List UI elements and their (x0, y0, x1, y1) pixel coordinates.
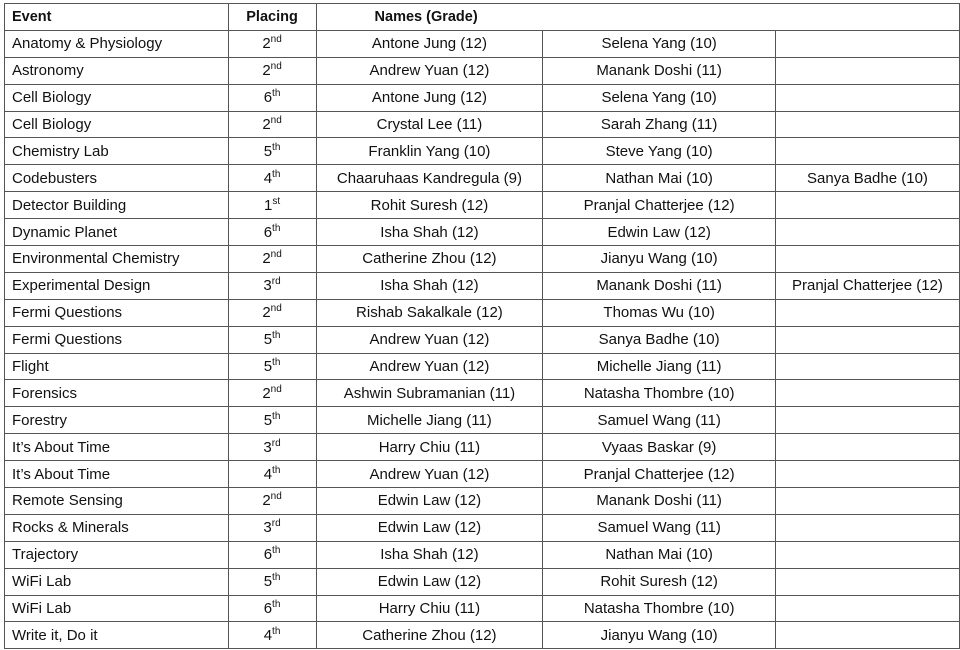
placing-cell (228, 111, 316, 138)
name-cell-1: Chaaruhaas Kandregula (9) (316, 165, 543, 192)
placing-cell (228, 353, 316, 380)
table-row (5, 272, 960, 299)
placing-suffix: th (272, 357, 281, 369)
placing-cell (228, 380, 316, 407)
name-cell-1: Michelle Jiang (11) (316, 407, 543, 434)
name-cell-3 (775, 488, 959, 515)
name-cell-1: Isha Shah (12) (316, 541, 543, 568)
placing-cell (228, 595, 316, 622)
placing-cell (228, 272, 316, 299)
placing-cell (228, 541, 316, 568)
event-cell: Flight (5, 353, 229, 380)
name-cell-2: Michelle Jiang (11) (543, 353, 776, 380)
placing-suffix: th (272, 168, 281, 180)
placing-number: 5 (263, 142, 273, 160)
name-cell-2: Thomas Wu (10) (543, 299, 776, 326)
name-cell-3 (775, 219, 959, 246)
placing-suffix: th (272, 222, 281, 234)
name-cell-3 (775, 111, 959, 138)
placing-number: 2 (262, 250, 271, 268)
placing-suffix: th (272, 464, 281, 476)
name-cell-3 (775, 326, 959, 353)
event-cell: It’s About Time (5, 434, 229, 461)
name-cell-3 (775, 138, 959, 165)
table-row (5, 138, 960, 165)
placing-number: 3 (263, 277, 272, 295)
name-cell-2: Natasha Thombre (10) (543, 595, 776, 622)
table-row (5, 380, 960, 407)
name-cell-2: Steve Yang (10) (543, 138, 776, 165)
placing-suffix: nd (270, 34, 282, 46)
placing-cell (228, 326, 316, 353)
name-cell-1: Andrew Yuan (12) (316, 461, 543, 488)
placing-number: 5 (263, 358, 273, 376)
name-cell-2: Selena Yang (10) (543, 30, 776, 57)
event-cell: Astronomy (5, 57, 229, 84)
placing-cell (228, 622, 316, 649)
name-cell-2: Nathan Mai (10) (543, 165, 776, 192)
placing-number: 2 (262, 304, 271, 322)
name-cell-2: Sanya Badhe (10) (543, 326, 776, 353)
header-event: Event (5, 4, 229, 31)
name-cell-2: Rohit Suresh (12) (543, 568, 776, 595)
event-cell: Write it, Do it (5, 622, 229, 649)
table-body (5, 30, 960, 648)
name-cell-3 (775, 380, 959, 407)
placing-number: 4 (263, 626, 273, 644)
placing-number: 1 (263, 196, 273, 214)
placing-suffix: th (272, 599, 281, 611)
event-cell: WiFi Lab (5, 595, 229, 622)
event-cell: Experimental Design (5, 272, 229, 299)
name-cell-3 (775, 353, 959, 380)
placing-cell (228, 488, 316, 515)
name-cell-1: Edwin Law (12) (316, 514, 543, 541)
name-cell-1: Catherine Zhou (12) (316, 622, 543, 649)
placing-number: 2 (262, 35, 271, 53)
placing-cell (228, 84, 316, 111)
placing-number: 4 (263, 169, 273, 187)
name-cell-1: Isha Shah (12) (316, 219, 543, 246)
name-cell-2: Jianyu Wang (10) (543, 622, 776, 649)
results-table (4, 3, 960, 649)
name-cell-3 (775, 57, 959, 84)
name-cell-1: Ashwin Subramanian (11) (316, 380, 543, 407)
table-row (5, 514, 960, 541)
event-cell: It’s About Time (5, 461, 229, 488)
name-cell-3: Pranjal Chatterjee (12) (775, 272, 959, 299)
placing-suffix: nd (270, 303, 282, 315)
name-cell-2: Manank Doshi (11) (543, 272, 776, 299)
placing-number: 2 (262, 384, 271, 402)
table-row (5, 541, 960, 568)
name-cell-2: Manank Doshi (11) (543, 488, 776, 515)
name-cell-3: Sanya Badhe (10) (775, 165, 959, 192)
placing-suffix: th (272, 572, 281, 584)
name-cell-1: Rohit Suresh (12) (316, 192, 543, 219)
table-row (5, 353, 960, 380)
name-cell-1: Andrew Yuan (12) (316, 326, 543, 353)
placing-cell (228, 434, 316, 461)
table-row (5, 461, 960, 488)
header-placing: Placing (228, 4, 316, 31)
name-cell-3 (775, 246, 959, 273)
table-row (5, 57, 960, 84)
placing-number: 6 (263, 600, 273, 618)
placing-cell (228, 165, 316, 192)
name-cell-1: Andrew Yuan (12) (316, 57, 543, 84)
name-cell-3 (775, 299, 959, 326)
name-cell-3 (775, 568, 959, 595)
event-cell: Trajectory (5, 541, 229, 568)
placing-suffix: rd (271, 276, 281, 288)
event-cell: Remote Sensing (5, 488, 229, 515)
event-cell: WiFi Lab (5, 568, 229, 595)
name-cell-2: Jianyu Wang (10) (543, 246, 776, 273)
placing-number: 3 (263, 519, 272, 537)
name-cell-1: Edwin Law (12) (316, 568, 543, 595)
placing-suffix: nd (270, 249, 282, 261)
name-cell-2: Manank Doshi (11) (543, 57, 776, 84)
name-cell-1: Antone Jung (12) (316, 30, 543, 57)
placing-cell (228, 57, 316, 84)
placing-suffix: th (272, 141, 281, 153)
table-row (5, 568, 960, 595)
name-cell-2: Sarah Zhang (11) (543, 111, 776, 138)
event-cell: Forensics (5, 380, 229, 407)
name-cell-1: Isha Shah (12) (316, 272, 543, 299)
name-cell-3 (775, 514, 959, 541)
placing-number: 3 (263, 438, 272, 456)
placing-cell (228, 568, 316, 595)
placing-number: 6 (263, 223, 273, 241)
name-cell-3 (775, 434, 959, 461)
placing-suffix: th (272, 545, 281, 557)
name-cell-2: Samuel Wang (11) (543, 514, 776, 541)
name-cell-2: Samuel Wang (11) (543, 407, 776, 434)
table-row (5, 219, 960, 246)
event-cell: Dynamic Planet (5, 219, 229, 246)
name-cell-2: Natasha Thombre (10) (543, 380, 776, 407)
placing-number: 5 (263, 411, 273, 429)
event-cell: Chemistry Lab (5, 138, 229, 165)
placing-cell (228, 407, 316, 434)
table-row (5, 84, 960, 111)
placing-cell (228, 192, 316, 219)
placing-suffix: nd (270, 115, 282, 126)
placing-suffix: nd (270, 61, 282, 73)
table-row (5, 30, 960, 57)
placing-cell (228, 299, 316, 326)
placing-cell (228, 461, 316, 488)
header-row (5, 4, 960, 31)
name-cell-3 (775, 407, 959, 434)
name-cell-1: Antone Jung (12) (316, 84, 543, 111)
name-cell-3 (775, 192, 959, 219)
placing-suffix: th (272, 330, 281, 342)
name-cell-1: Edwin Law (12) (316, 488, 543, 515)
name-cell-1: Andrew Yuan (12) (316, 353, 543, 380)
table-row (5, 192, 960, 219)
placing-suffix: th (272, 88, 281, 100)
table-row (5, 299, 960, 326)
placing-cell (228, 138, 316, 165)
name-cell-1: Crystal Lee (11) (316, 111, 543, 138)
placing-number: 4 (263, 465, 273, 483)
placing-cell (228, 514, 316, 541)
placing-suffix: nd (270, 383, 282, 395)
name-cell-3 (775, 461, 959, 488)
placing-cell (228, 219, 316, 246)
event-cell: Cell Biology (5, 111, 229, 138)
name-cell-2: Pranjal Chatterjee (12) (543, 192, 776, 219)
placing-suffix: st (272, 195, 281, 207)
name-cell-2: Edwin Law (12) (543, 219, 776, 246)
name-cell-2: Nathan Mai (10) (543, 541, 776, 568)
table-row (5, 407, 960, 434)
table-row (5, 595, 960, 622)
placing-suffix: nd (270, 491, 282, 503)
placing-number: 6 (263, 89, 273, 107)
event-cell: Forestry (5, 407, 229, 434)
event-cell: Cell Biology (5, 84, 229, 111)
header-names: Names (Grade) (316, 4, 959, 31)
placing-number: 2 (262, 492, 271, 510)
placing-suffix: rd (271, 437, 281, 449)
table-row (5, 622, 960, 649)
name-cell-1: Harry Chiu (11) (316, 595, 543, 622)
event-cell: Fermi Questions (5, 299, 229, 326)
event-cell: Anatomy & Physiology (5, 30, 229, 57)
event-cell: Fermi Questions (5, 326, 229, 353)
placing-number: 2 (262, 62, 271, 80)
table-row (5, 326, 960, 353)
name-cell-3 (775, 84, 959, 111)
name-cell-2: Selena Yang (10) (543, 84, 776, 111)
name-cell-1: Harry Chiu (11) (316, 434, 543, 461)
name-cell-3 (775, 622, 959, 649)
event-cell: Rocks & Minerals (5, 514, 229, 541)
name-cell-2: Vyaas Baskar (9) (543, 434, 776, 461)
placing-suffix: th (272, 625, 281, 637)
placing-number: 2 (262, 116, 271, 133)
event-cell: Detector Building (5, 192, 229, 219)
table-row (5, 246, 960, 273)
name-cell-3 (775, 30, 959, 57)
placing-cell (228, 246, 316, 273)
placing-suffix: th (272, 410, 281, 422)
table-row (5, 434, 960, 461)
name-cell-1: Franklin Yang (10) (316, 138, 543, 165)
placing-number: 5 (263, 573, 273, 591)
placing-number: 5 (263, 331, 273, 349)
placing-cell (228, 30, 316, 57)
event-cell: Environmental Chemistry (5, 246, 229, 273)
table-row (5, 165, 960, 192)
name-cell-1: Rishab Sakalkale (12) (316, 299, 543, 326)
placing-suffix: rd (271, 518, 281, 530)
table-row (5, 488, 960, 515)
name-cell-3 (775, 541, 959, 568)
table-row (5, 111, 960, 138)
event-cell: Codebusters (5, 165, 229, 192)
placing-number: 6 (263, 546, 273, 564)
name-cell-3 (775, 595, 959, 622)
name-cell-1: Catherine Zhou (12) (316, 246, 543, 273)
name-cell-2: Pranjal Chatterjee (12) (543, 461, 776, 488)
